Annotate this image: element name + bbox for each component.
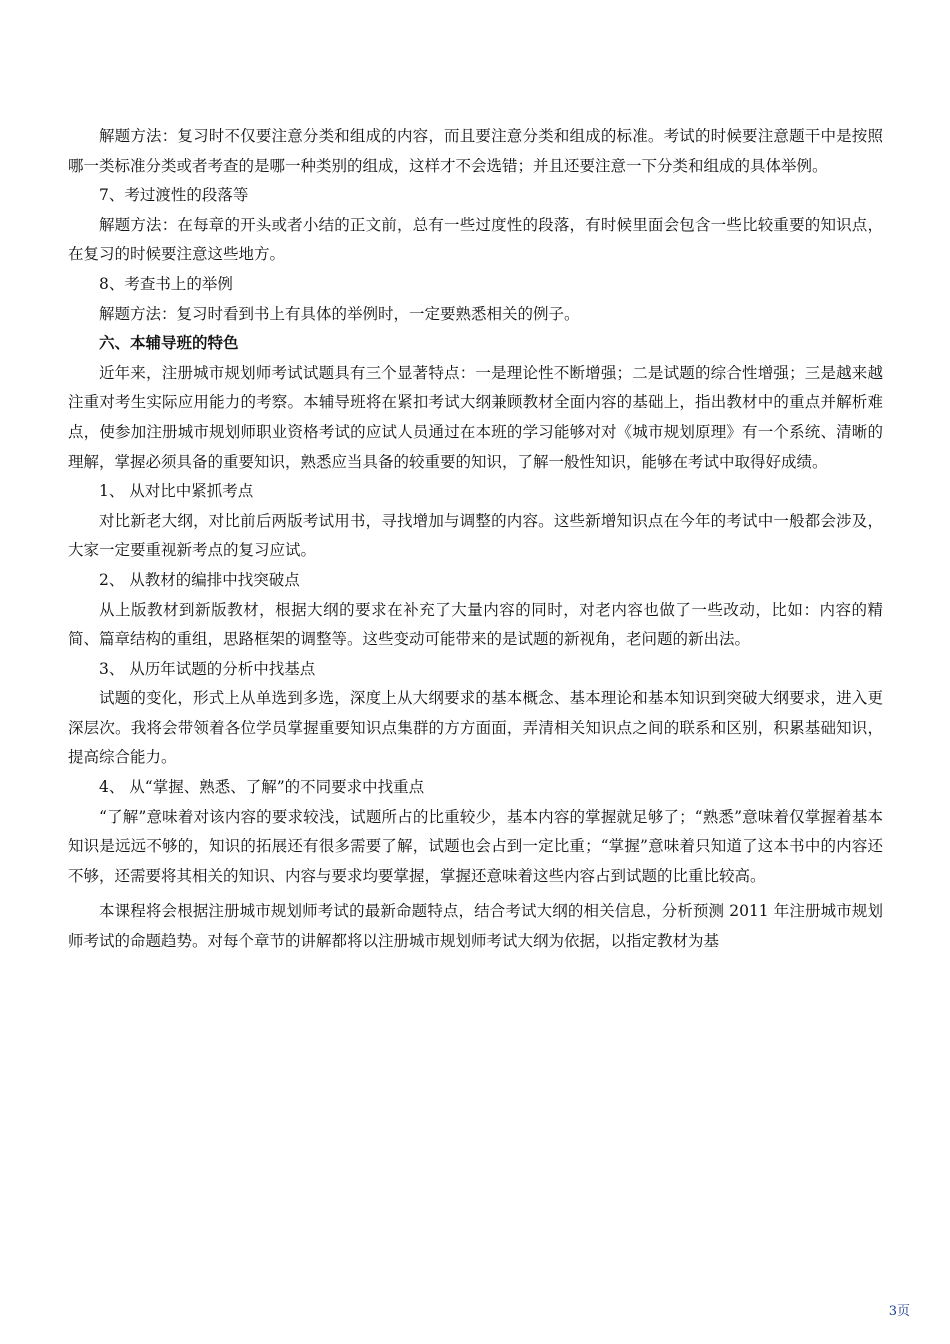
paragraph-method-classification: 解题方法：复习时不仅要注意分类和组成的内容，而且要注意分类和组成的标准。考试的时候要注意题干中是按照哪一类标准分类或者考查的是哪一种类别的组成，这样才不会选错；并且还要注意一下分类和组成的具体举例。 [68, 127, 883, 175]
list-item-7: 7、考过渡性的段落等 [99, 186, 249, 205]
paragraph-method-transition: 解题方法：在每章的开头或者小结的正文前，总有一些过度性的段落，有时候里面会包含一些比较重要的知识点，在复习的时候要注意这些地方。 [68, 215, 883, 264]
list-item-8: 8、考查书上的举例 [99, 274, 233, 293]
page-number: 3页 [888, 1304, 910, 1319]
paragraph-course-summary: 本课程将会根据注册城市规划师考试的最新命题特点，结合考试大纲的相关信息，分析预测 2011 年注册城市规划师考试的命题趋势。对每个章节的讲解都将以注册城市规划师考试大纲为依据，以指定教材为基 [68, 902, 883, 951]
paragraph-textbook-changes: 从上版教材到新版教材，根据大纲的要求在补充了大量内容的同时，对老内容也做了一些改动，比如：内容的精简、篇章结构的重组，思路框架的调整等。这些变动可能带来的是试题的新视角，老问题的新出法。 [68, 600, 883, 649]
paragraph-features-intro: 近年来，注册城市规划师考试试题具有三个显著特点：一是理论性不断增强；二是试题的综合性增强；三是越来越注重对考生实际应用能力的考察。本辅导班将在紧扣考试大纲兼顾教材全面内容的基础上，指出教材中的重点并解析难点，使参加注册城市规划师职业资格考试的应试人员通过在本班的学习能够对对《城市规划原理》有一个系统、清晰的理解，掌握必须具备的重要知识，熟悉应当具备的较重要的知识，了解一般性知识，能够在考试中取得好成绩。 [68, 363, 883, 471]
section-heading-6: 六、本辅导班的特色 [99, 334, 239, 353]
paragraph-requirements: “了解”意味着对该内容的要求较浅，试题所占的比重较少，基本内容的掌握就足够了；“熟悉”意味着仅掌握着基本知识是远远不够的，知识的拓展还有很多需要了解，试题也会占到一定比重；“掌握”意味着只知道了这本书中的内容还不够，还需要将其相关的知识、内容与要求均要掌握，掌握还意味着这些内容占到试题的比重比较高。 [68, 807, 883, 885]
subheading-4: 4、 从“掌握、熟悉、了解”的不同要求中找重点 [99, 778, 425, 797]
document-body [68, 122, 883, 957]
subheading-1: 1、 从对比中紧抓考点 [99, 482, 254, 501]
paragraph-compare: 对比新老大纲，对比前后两版考试用书，寻找增加与调整的内容。这些新增知识点在今年的考试中一般都会涉及，大家一定要重视新考点的复习应试。 [68, 511, 883, 560]
paragraph-method-examples: 解题方法：复习时看到书上有具体的举例时，一定要熟悉相关的例子。 [99, 304, 580, 323]
subheading-3: 3、 从历年试题的分析中找基点 [99, 659, 316, 678]
paragraph-past-exams: 试题的变化，形式上从单选到多选，深度上从大纲要求的基本概念、基本理论和基本知识到突破大纲要求，进入更深层次。我将会带领着各位学员掌握重要知识点集群的方方面面，弄清相关知识点之间的联系和区别，积累基础知识，提高综合能力。 [68, 689, 883, 767]
subheading-2: 2、 从教材的编排中找突破点 [99, 570, 300, 589]
